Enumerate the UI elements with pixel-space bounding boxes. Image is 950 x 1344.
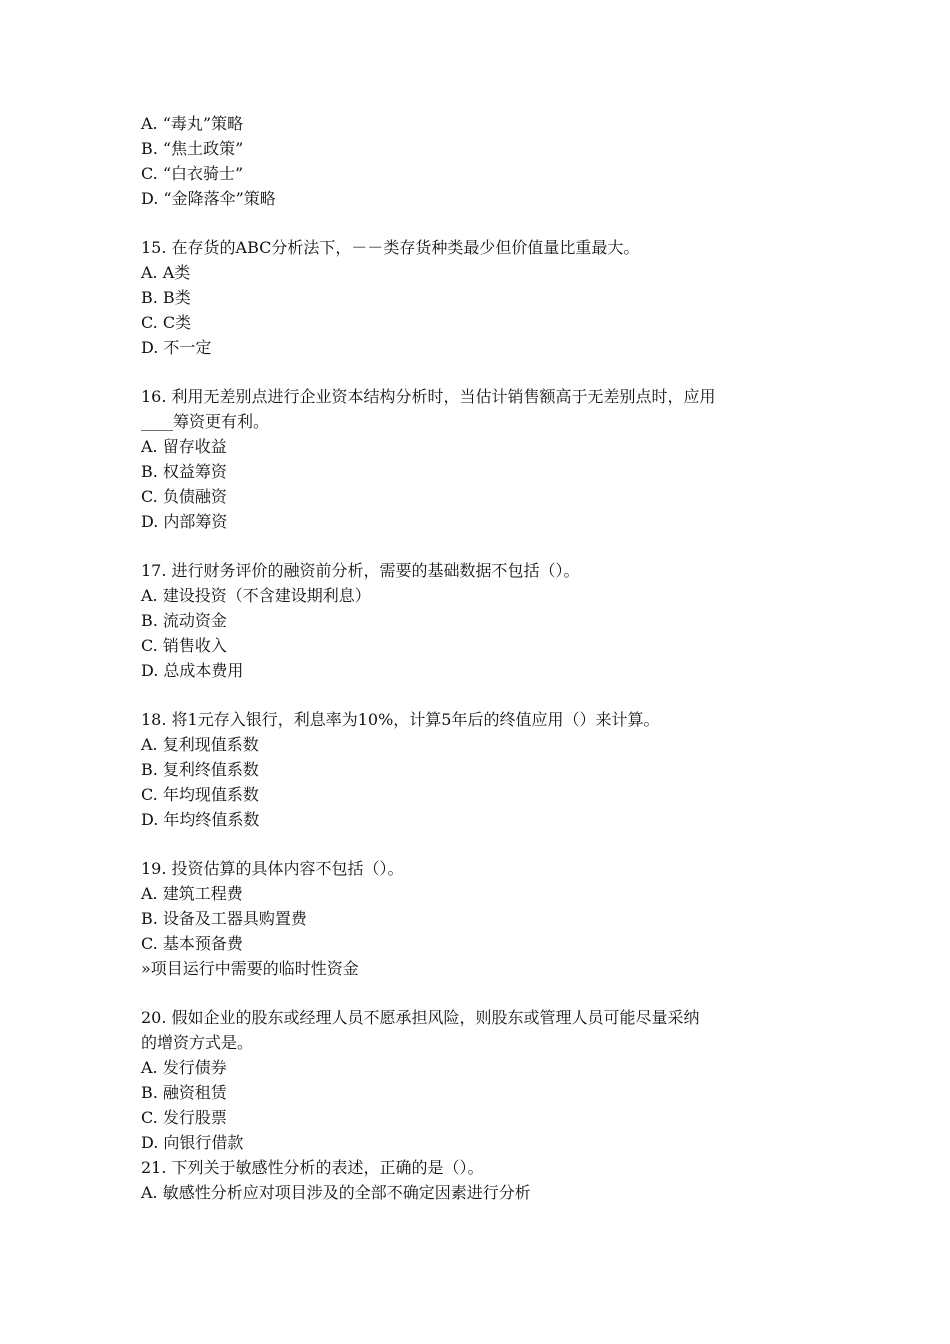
- question-stem: 18. 将1元存入银行，利息率为10%，计算5年后的终值应用（）来计算。: [141, 710, 660, 729]
- question-20: [141, 1005, 821, 1155]
- option-b: B. B类: [141, 288, 191, 307]
- option-b: B. 流动资金: [141, 611, 227, 630]
- question-stem-continued: ____筹资更有利。: [141, 412, 270, 431]
- question-15: [141, 235, 821, 360]
- question-16: [141, 384, 821, 534]
- option-d: D. 内部筹资: [141, 512, 228, 531]
- option-c: C. 基本预备费: [141, 934, 243, 953]
- question-stem: 16. 利用无差别点进行企业资本结构分析时，当估计销售额高于无差别点时，应用: [141, 387, 716, 406]
- question-stem-continued: 的增资方式是。: [141, 1033, 254, 1052]
- option-b: B. 融资租赁: [141, 1083, 227, 1102]
- option-b: B. 复利终值系数: [141, 760, 259, 779]
- option-d: D. 年均终值系数: [141, 810, 260, 829]
- option-b: B. 权益筹资: [141, 462, 227, 481]
- option-a: A. 发行债券: [141, 1058, 227, 1077]
- question-stem: 19. 投资估算的具体内容不包括（）。: [141, 859, 404, 878]
- option-c: C. 销售收入: [141, 636, 227, 655]
- option-d: D. 向银行借款: [141, 1133, 244, 1152]
- option-c: C. “白衣骑士”: [141, 164, 244, 183]
- option-d: D. 不一定: [141, 338, 212, 357]
- question-stem: 20. 假如企业的股东或经理人员不愿承担风险，则股东或管理人员可能尽量采纳: [141, 1008, 700, 1027]
- option-a: A. 留存收益: [141, 437, 227, 456]
- option-b: B. “焦土政策”: [141, 139, 244, 158]
- option-c: C. 负债融资: [141, 487, 227, 506]
- question-18: [141, 707, 821, 832]
- option-d: D. “金降落伞”策略: [141, 189, 276, 208]
- question-17: [141, 558, 821, 683]
- option-a: A. 建筑工程费: [141, 884, 243, 903]
- question-21: [141, 1155, 821, 1205]
- option-c: C. C类: [141, 313, 192, 332]
- option-c: C. 年均现值系数: [141, 785, 259, 804]
- option-a: A. 敏感性分析应对项目涉及的全部不确定因素进行分析: [141, 1183, 531, 1202]
- option-a: A. 复利现值系数: [141, 735, 259, 754]
- question-stem: 17. 进行财务评价的融资前分析，需要的基础数据不包括（）。: [141, 561, 580, 580]
- question-stem: 15. 在存货的ABC分析法下，－－类存货种类最少但价值量比重最大。: [141, 238, 640, 257]
- question-stem: 21. 下列关于敏感性分析的表述，正确的是（）。: [141, 1158, 484, 1177]
- question-19: [141, 856, 821, 981]
- option-d: D. 总成本费用: [141, 661, 244, 680]
- document-page: [141, 111, 821, 1205]
- option-d: »项目运行中需要的临时性资金: [141, 959, 359, 978]
- option-a: A. “毒丸”策略: [141, 114, 244, 133]
- option-a: A. A类: [141, 263, 191, 282]
- option-a: A. 建设投资（不含建设期利息）: [141, 586, 371, 605]
- option-b: B. 设备及工器具购置费: [141, 909, 307, 928]
- question-14-options: [141, 111, 821, 211]
- option-c: C. 发行股票: [141, 1108, 227, 1127]
